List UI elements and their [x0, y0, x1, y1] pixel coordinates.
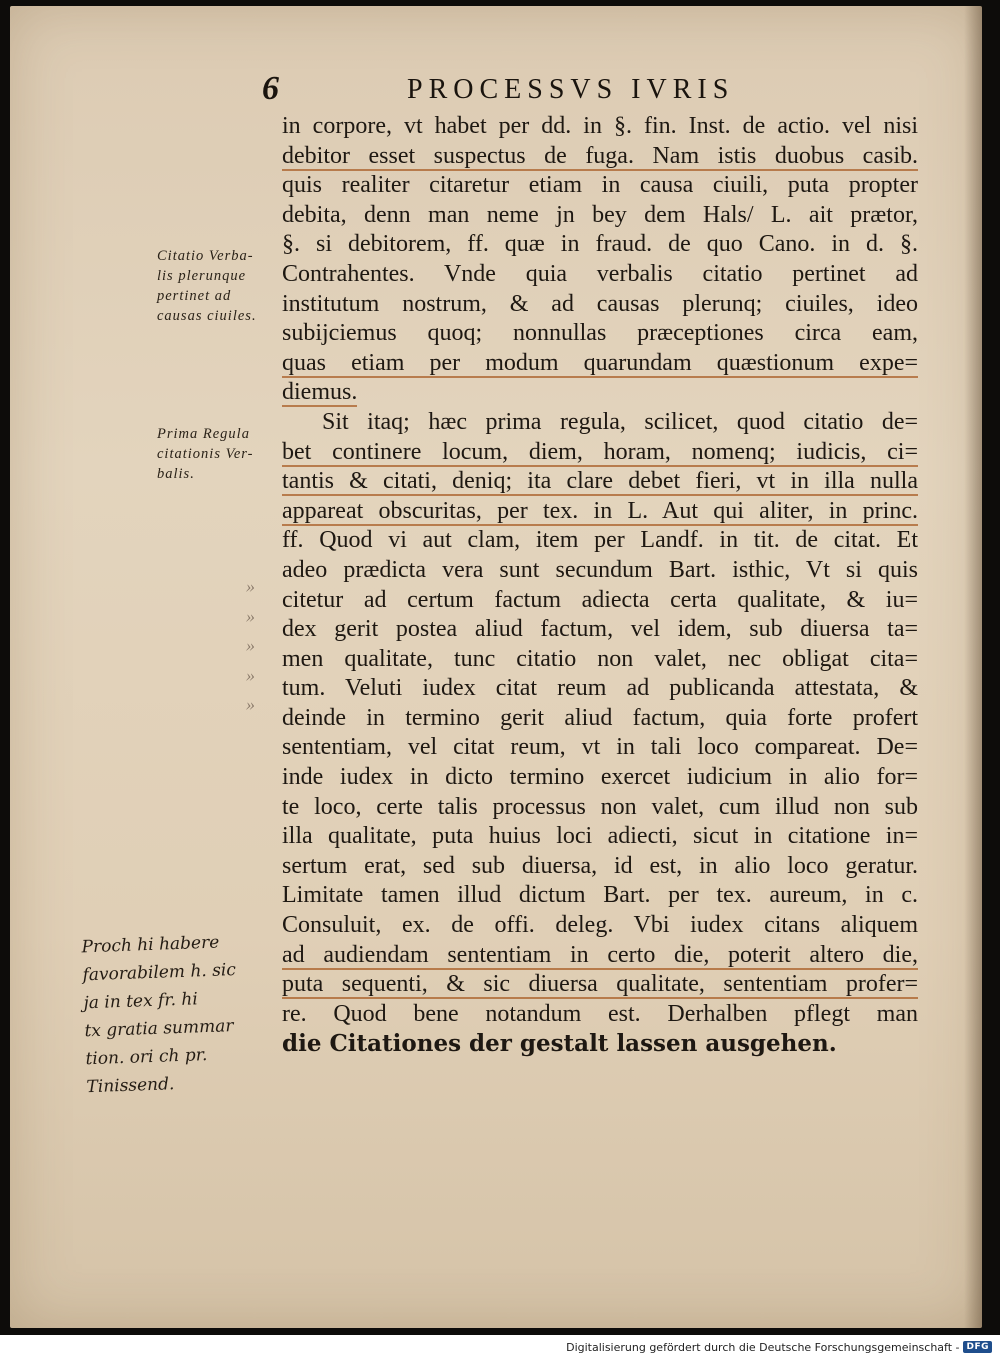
text-line: inde iudex in dicto termino exercet iudicium in alio for=: [282, 764, 918, 791]
text-line: quas etiam per modum quarundam quæstionum expe=: [282, 349, 918, 376]
text-line: Contrahentes. Vnde quia verbalis citatio pertinet ad: [282, 260, 918, 287]
text-line: die Citationes der gestalt lassen ausgehen.: [282, 1030, 837, 1058]
text-line: appareat obscuritas, per tex. in L. Aut qui aliter, in princ.: [282, 497, 918, 524]
text-line: sententiam, vel citat reum, vt in tali loco compareat. De=: [282, 734, 918, 761]
text-line: quis realiter citaretur etiam in causa ciuili, puta propter: [282, 172, 918, 199]
text-line: ff. Quod vi aut clam, item per Landf. in tit. de citat. Et: [282, 527, 918, 554]
text-line: adeo prædicta vera sunt secundum Bart. isthic, Vt si quis: [282, 556, 918, 583]
text-line: puta sequenti, & sic diuersa qualitate, sententiam profer=: [282, 971, 918, 998]
text-line: dex gerit postea aliud factum, vel idem, sub diuersa ta=: [282, 616, 918, 643]
running-title: PROCESSVS IVRIS: [407, 74, 735, 105]
body-text: [282, 112, 918, 1059]
text-line: diemus.: [282, 379, 358, 406]
handwritten-quote-marks: » » » » »: [246, 576, 255, 715]
text-line: subijciemus quoq; nonnullas præceptiones circa eam,: [282, 320, 918, 347]
text-line: Sit itaq; hæc prima regula, scilicet, quod citatio de=: [322, 408, 918, 435]
text-line: sertum erat, sed sub diuersa, id est, in alio loco geratur.: [282, 852, 918, 879]
text-line: tum. Veluti iudex citat reum ad publicanda attestata, &: [282, 675, 918, 702]
text-line: institutum nostrum, & ad causas plerunq; ciuiles, ideo: [282, 290, 918, 317]
text-line: re. Quod bene notandum est. Derhalben pflegt man: [282, 1000, 918, 1027]
footer-text: Digitalisierung gefördert durch die Deutsche Forschungsgemeinschaft -: [566, 1340, 960, 1354]
text-line: citetur ad certum factum adiecta certa qualitate, & iu=: [282, 586, 918, 613]
text-line: ad audiendam sententiam in certo die, poterit altero die,: [282, 941, 918, 968]
page-number: 6: [262, 70, 279, 107]
text-line: men qualitate, tunc citatio non valet, nec obligat cita=: [282, 645, 918, 672]
margin-note-citatio-verbalis: Citatio Verba- lis plerunque pertinet ad causas ciuiles.: [157, 248, 257, 324]
text-line: debita, denn man neme jn bey dem Hals/ L. ait prætor,: [282, 201, 918, 228]
running-header: [262, 70, 802, 110]
text-line: te loco, certe talis processus non valet, cum illud non sub: [282, 793, 918, 820]
digitization-footer: [566, 1339, 992, 1355]
text-line: tantis & citati, deniq; ita clare debet fieri, vt in illa nulla: [282, 468, 918, 495]
text-line: debitor esset suspectus de fuga. Nam istis duobus casib.: [282, 142, 918, 169]
margin-note-prima-regula: Prima Regula citationis Ver- balis.: [157, 426, 254, 482]
text-line: Consuluit, ex. de offi. deleg. Vbi iudex citans aliquem: [282, 912, 918, 939]
text-line: bet continere locum, diem, horam, nomenq; iudicis, ci=: [282, 438, 918, 465]
text-line: in corpore, vt habet per dd. in §. fin. Inst. de actio. vel nisi: [282, 113, 918, 139]
dfg-logo: DFG: [963, 1341, 992, 1353]
text-line: illa qualitate, puta huius loci adiecti, sicut in citatione in=: [282, 823, 918, 850]
handwritten-annotation: Proch hi habere favorabilem h. sic ja in tex fr. hi tx gratia summar tion. ori ch pr. Tinissend.: [81, 932, 237, 1098]
text-line: deinde in termino gerit aliud factum, quia forte profert: [282, 704, 918, 731]
text-line: §. si debitorem, ff. quæ in fraud. de quo Cano. in d. §.: [282, 231, 918, 258]
text-line: Limitate tamen illud dictum Bart. per tex. aureum, in c.: [282, 882, 918, 909]
